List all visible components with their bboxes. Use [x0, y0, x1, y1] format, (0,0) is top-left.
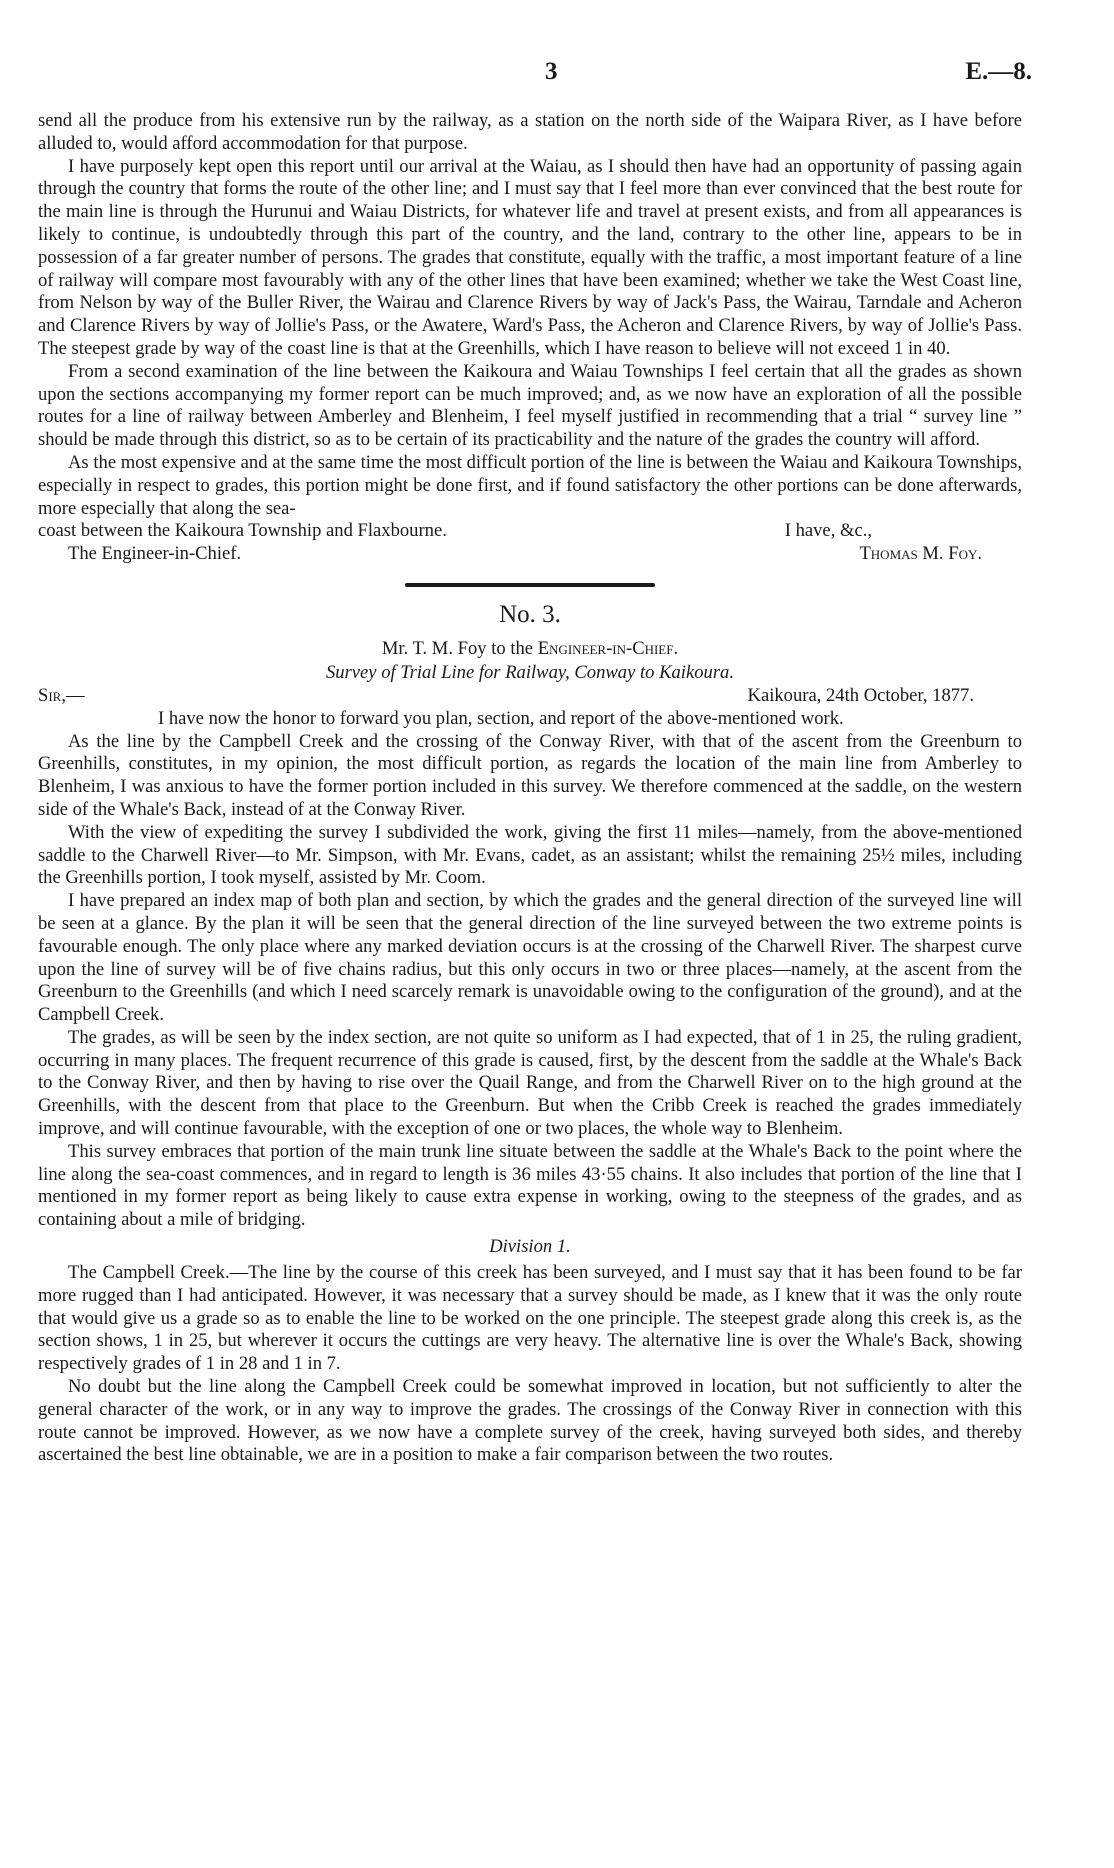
closing-phrase: I have, &c.,	[784, 520, 872, 542]
letter-number-heading: No. 3.	[499, 600, 561, 628]
salutation: Sir,—	[38, 684, 85, 706]
paragraph: The Campbell Creek.—The line by the course of this creek has been surveyed, and I must say that it has been found to be far more rugged than I had anticipated. However, it was necessary that a survey should be made, as I knew that it was the only route that would give us a grade so as to enable the line to be worked on the one principle. The steepest grade along this creek is, as the section shows, 1 in 25, but wherever it occurs the cuttings are very heavy. The alternative line is over the Whale's Back, showing respectively grades of 1 in 28 and 1 in 7.	[38, 1262, 1022, 1375]
paragraph: From a second examination of the line between the Kaikoura and Waiau Townships I feel certain that all the grades as shown upon the sections accompanying my former report can be much improved; and, as we now have an exploration of all the possible routes for a line of railway between Amberley and Blenheim, I feel myself justified in recommending that a trial “ survey line ” should be made through this district, so as to be certain of its practicability and the nature of the grades the country will afford.	[38, 360, 1022, 451]
paragraph: This survey embraces that portion of the main trunk line situate between the saddle at the Whale's Back to the point where the line along the sea-coast commences, and in regard to length is 36 miles 43·55 chains. It also includes that portion of the line that I mentioned in my former report as being likely to cause extra expense in working, owing to the steepness of the grades, and as containing about a mile of bridging.	[38, 1140, 1022, 1231]
paragraph: The grades, as will be seen by the index section, are not quite so uniform as I had expected, that of 1 in 25, the ruling gradient, occurring in many places. The frequent recurrence of this grade is caused, first, by the descent from the saddle at the Whale's Back to the Conway River, and then by having to rise over the Quail Range, and from the Charwell River on to the high ground at the Greenhills, with the descent from that place to the Greenburn. But when the Cribb Creek is reached the grades immediately improve, and will continue favourable, with the exception of one or two places, the whole way to Blenheim.	[38, 1026, 1022, 1140]
letter-subtitle: Survey of Trial Line for Railway, Conway to Kaikoura.	[325, 661, 735, 683]
division-heading: Division 1.	[489, 1236, 571, 1258]
paragraph: With the view of expediting the survey I subdivided the work, giving the first 11 miles—namely, from the above-mentioned saddle to the Charwell River—to Mr. Simpson, with Mr. Evans, cadet, as an assistant; whilst the remaining 25½ miles, including the Greenhills portion, I took myself, assisted by Mr. Coom.	[38, 821, 1022, 889]
addressee: The Engineer-in-Chief.	[68, 543, 242, 565]
paragraph: I have prepared an index map of both plan and section, by which the grades and the general direction of the surveyed line will be seen at a glance. By the plan it will be seen that the general direction of the line surveyed between the two extreme points is favourable enough. The only place where any marked deviation occurs is at the crossing of the Charwell River. The sharpest curve upon the line of survey will be of five chains radius, but this only occurs in two or three places—namely, at the ascent from the Greenburn to the Greenhills (and which I need scarcely remark is unavoidable owing to the configuration of the ground), and at the Campbell Creek.	[38, 890, 1022, 1026]
letter-title	[38, 637, 1022, 661]
dateline: Kaikoura, 24th October, 1877.	[747, 684, 974, 706]
paragraph: I have purposely kept open this report until our arrival at the Waiau, as I should then have had an opportunity of passing again through the country that forms the route of the other line; and I must say that I feel more than ever convinced that the best route for the main line is through the Hurunui and Waiau Districts, for whatever life and travel at present exists, and from all appearances is likely to continue, is undoubtedly through this part of the country, and the land, contrary to the other line, appears to be in possession of a far greater number of persons. The grades that constitute, equally with the traffic, a most important feature of a line of railway will compare most favourably with any of the other lines that have been examined; whether we take the West Coast line, from Nelson by way of the Buller River, the Wairau and Clarence Rivers by way of Jack's Pass, the Wairau, Tarndale and Acheron and Clarence Rivers by way of Jollie's Pass, or the Awatere, Ward's Pass, the Acheron and Clarence Rivers, by way of Jollie's Pass. The steepest grade by way of the coast line is that at the Greenhills, which I have reason to believe will not exceed 1 in 40.	[38, 155, 1022, 359]
salutation-dateline-row	[38, 685, 1022, 708]
signature-row	[38, 543, 1022, 566]
document-reference: E.—8.	[965, 58, 1032, 85]
page-number: 3	[545, 58, 558, 85]
letter-title-prefix: Mr. T. M. Foy to the	[381, 637, 538, 659]
paragraph-last-line: coast between the Kaikoura Township and Flaxbourne.	[38, 520, 447, 542]
section-divider-rule	[405, 583, 655, 587]
signature: Thomas M. Foy.	[859, 543, 982, 565]
closing-row	[38, 520, 1022, 543]
body-text	[38, 110, 1022, 1467]
paragraph: As the line by the Campbell Creek and the crossing of the Conway River, with that of the ascent from the Greenburn to Greenhills, constitutes, in my opinion, the most difficult portion, as regards the location of the main line from Amberley to Blenheim, I was anxious to have the former portion included in this survey. We therefore commenced at the saddle, on the western side of the Whale's Back, instead of at the Conway River.	[38, 730, 1022, 820]
paragraph: send all the produce from his extensive run by the railway, as a station on the north side of the Waipara River, as I have before alluded to, would afford accommodation for that purpose.	[38, 110, 1022, 154]
letter-title-recipient: Engineer-in-Chief.	[537, 637, 679, 659]
paragraph: No doubt but the line along the Campbell Creek could be somewhat improved in location, but not sufficiently to alter the general character of the work, or in any way to improve the grades. The crossings of the Conway River in connection with this route cannot be improved. However, as we now have a complete survey of the creek, having surveyed both sides, and thereby ascertained the best line obtainable, we are in a position to make a fair comparison between the two routes.	[38, 1376, 1022, 1466]
paragraph: As the most expensive and at the same time the most difficult portion of the line is between the Waiau and Kaikoura Townships, especially in respect to grades, this portion might be done first, and if found satisfactory the other portions can be done afterwards, more especially that along the sea-	[38, 451, 1022, 519]
paragraph: I have now the honor to forward you plan, section, and report of the above-mentioned work.	[158, 707, 844, 729]
